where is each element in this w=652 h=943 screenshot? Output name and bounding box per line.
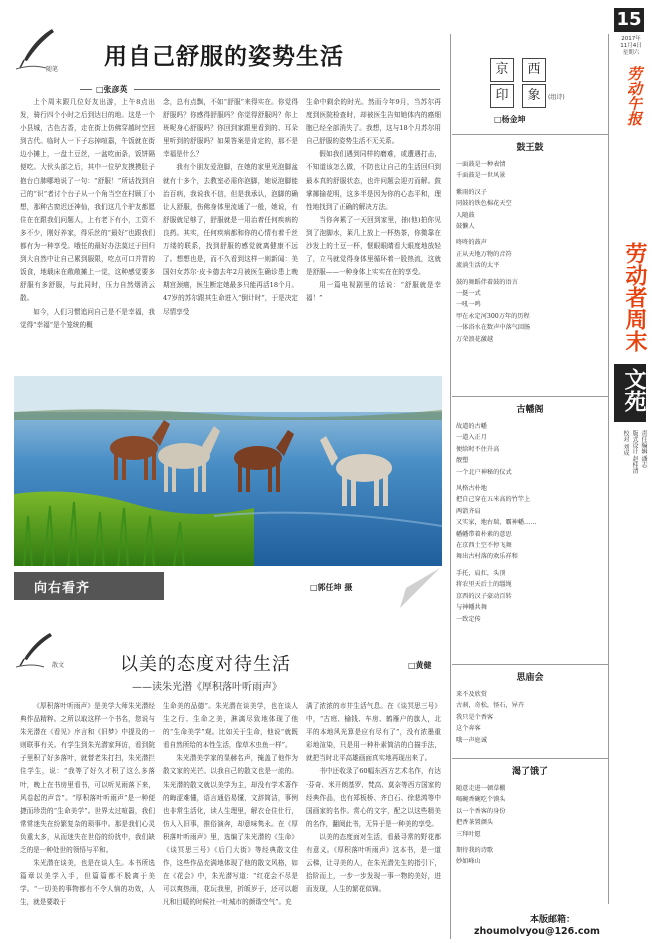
- poem-line: 紫雨的汉子: [456, 188, 487, 196]
- poem-line: 把香茶置颜头: [456, 819, 494, 827]
- essay2-paragraph: 满了浓浓的市井生活气息。在《谈冥思三号》中，“古庭、榆钱、车房、鹤雁户的旗人，北平的本地风光算是应有尽有了”，没有浓墨重彩地渲染，只是用一种朴素简洁的白描手法，就把当时北平高雄画面真实地再现出来了。: [306, 702, 441, 763]
- essay1-byline: □张彦英: [96, 85, 128, 94]
- essay1-column-1: [20, 96, 155, 368]
- poem-section-title: 渴了饿了: [511, 767, 548, 777]
- poem-line: 人随鼓: [456, 211, 475, 219]
- poem-line: 一道入正月: [456, 434, 487, 442]
- issue-date: [614, 36, 648, 57]
- poem-section: [456, 402, 604, 625]
- weekly-section-name: 劳动者周末: [622, 242, 647, 352]
- column-title-char: 京: [490, 58, 514, 82]
- poem-lines: [456, 783, 604, 868]
- sidebar-right-divider: [608, 34, 609, 904]
- poem-line: 故道的古幡: [456, 423, 487, 430]
- sidebar-divider: [450, 34, 451, 939]
- poem-line: 喝碗香碗吃个馍头: [456, 796, 506, 804]
- essay2-column-2: [163, 700, 298, 936]
- sidebar-rule: [452, 134, 608, 135]
- poem-line: 两箭齐肩: [456, 507, 481, 515]
- essay2-byline: □黄健: [408, 661, 432, 670]
- essay1-paragraph: 念，总有点飘，不如“舒服”来得实在。你觉得舒服吗？你感得舒服吗？你觉得舒服吗？你上班呢身心舒服吗？你回到家跟里看到的、耳朵里听到的舒服吗？如果答案是肯定的，那不是幸福是什么？: [163, 98, 298, 159]
- poem-section: [456, 670, 604, 746]
- poem-line: 与神幡共舞: [456, 604, 487, 612]
- poem-line: 流淌生活的太平: [456, 262, 500, 270]
- poem-section-title: 古幡阁: [516, 405, 544, 415]
- email-label: 本版邮箱：: [530, 915, 576, 925]
- poem-line: 手托，肩扛，头顶: [456, 569, 506, 577]
- essay1-paragraph: 生命中剩余的时光。然而今年9月，当苏尔再度到医院检查时，却被医生告知她体内的癌细胞已经全部消失了。我想，这与18个月苏尔用自己舒服的姿势生活不无关系。: [306, 98, 441, 146]
- poem-line: 鼓的舞蹈伴着鼓的语言: [456, 278, 518, 286]
- staff-line: 责任编辑 潘志: [640, 430, 647, 468]
- poem-line: 一致定传: [456, 615, 481, 623]
- poem-line: 正从天地万物的音符: [456, 250, 512, 258]
- horses-photo: [14, 376, 442, 566]
- essay2-tag: 散文: [52, 662, 65, 669]
- essay1-paragraph: 假如我们遇到同样的磨难，或遭遇打击，不知道该怎么做，不防也让自己的生活回归到最本真的舒服状态，也许问题会迎刃而解。鼓掌揶揄花明，这多半是因为你的心态平和，理性地找到了正确的解决方法。: [306, 150, 441, 211]
- poem-line: 咚咚的鼓声: [456, 239, 487, 247]
- column-title-char: 象: [522, 84, 546, 108]
- poem-line: 风格古朴地: [456, 485, 487, 493]
- sidebar-rule: [452, 664, 608, 665]
- essay2-title: 以美的态度对待生活: [120, 654, 291, 675]
- essay2-paragraph: 生命美的品德”。朱光潜在谈美学，也在谈人生之行、生命之美，淋漓尽致地体现了他的“生命美学”观。比如关于生命，他说“就既看自然所给的本性生活，像草木虫鱼一样”。: [163, 702, 298, 750]
- poem-line: 把自己穿在五米高的竹竿上: [456, 496, 531, 504]
- poem-line: 我只是个香客: [456, 713, 494, 721]
- essay1-rule: [80, 89, 92, 90]
- poem-line: 舞出古村落的欢乐祥和: [456, 553, 518, 561]
- poem-lines: [456, 421, 604, 625]
- poem-section-title: 鼓王鼓: [516, 143, 544, 153]
- poem-line: 一吼一鸣: [456, 301, 481, 309]
- poem-line: 同鼓的铁色棉花天空: [456, 200, 512, 208]
- poem-line: 一体浴水在数声中落气回肠: [456, 324, 531, 332]
- poem-line: 哦一声庭诚: [456, 736, 487, 744]
- poem-section-title: 思庙会: [516, 673, 544, 683]
- poem-line: 京西的汉子豪动百转: [456, 592, 512, 600]
- essay2-column-3: [306, 700, 441, 936]
- essay2-paragraph: 朱光潜在谈美，也是在谈人生。本书所选篇章以美学入手，但篇篇都不脱离于美学。“一切美的事物都有不令人恼的功效，人生，就是要敢于: [20, 859, 155, 907]
- poem-line: 将农里天后土的缰绳: [456, 581, 512, 589]
- poem-line: 一面鼓是一种表情: [456, 161, 506, 168]
- poem-line: 幡幡带着朴素的意思: [456, 530, 512, 538]
- essay1-paragraph: 用一篇电视剧里的话说：“舒服就是幸福！”: [306, 281, 441, 303]
- poem-line: 期待我的诗歌: [456, 847, 494, 855]
- photo-title: 向右看齐: [34, 581, 91, 596]
- poem-line: 便给时不住升高: [456, 445, 500, 453]
- poem-line: 甲在永定河300万年的历程: [456, 312, 530, 320]
- poem-line: 随意走进一顿草棚: [456, 785, 506, 792]
- staff-line: 校对 刘成: [622, 430, 629, 456]
- column-note: (组诗): [548, 94, 565, 101]
- paper-name-logo: 劳动午报: [625, 66, 643, 126]
- essay1-column-2: [163, 96, 298, 368]
- poem-lines: [456, 159, 604, 345]
- poem-line: 这个奔客: [456, 725, 481, 733]
- poem-section: [456, 764, 604, 868]
- staff-line: 版式设计 赵桂清: [631, 430, 638, 474]
- poem-section: [456, 140, 604, 345]
- email-address[interactable]: zhoumolvyou@126.com: [474, 926, 600, 937]
- sidebar-rule: [452, 396, 608, 397]
- poem-line: 在京西土空不停飞舞: [456, 542, 512, 550]
- essay2-column-1: [20, 700, 155, 936]
- staff-credits: [614, 430, 648, 520]
- essay2-subtitle: ——读朱光潜《厚积落叶听雨声》: [132, 682, 282, 693]
- essay1-rule-right: [134, 89, 440, 90]
- poem-line: 古刹，奇松，怪石，异卉: [456, 702, 525, 710]
- essay1-paragraph: 当你奔累了一天回到家里，抽(他)拍你见到了泡脚水，莱几上放上一杯热茶，你微靠在沙发上的土豆一杯，惬眼眼睛看大眼度地放轻了，立马就觉得身体里循环着一股热流，这就是舒服——一种身体上实实在在的享受。: [306, 215, 441, 277]
- section-name: 文苑: [621, 368, 646, 412]
- poem-line: 以一个香客的身份: [456, 807, 506, 815]
- essay2-paragraph: 以美的态度面对生活，看最寻常的野花都有意义。《厚积落叶听雨声》这本书，是一道云梯，让寻美的人，在朱光潜先生的指引下，拾阶而上，一步一步发现一事一物的美好，进而发现，人生的繁花似锦。: [306, 832, 441, 894]
- poem-line: 靓塑: [456, 457, 469, 465]
- essay1-paragraph: 如今，人们习惯追问自己是不是幸福，我觉得“幸福”是个笼统的概: [20, 307, 155, 329]
- column-title-char: 西: [522, 58, 546, 82]
- poem-line: 千面鼓是一世风景: [456, 172, 506, 180]
- essay1-paragraph: 上个周末跟几位好友出游，上午8点出发，骑行四个小时之后到达目的地。这是一个小县城，古色古香，走在街上仿佛穿越时空回到古代。临时人一下子忘掉喧嚣，午饭就在街边小摊上，一盘土豆丝，一盆吃面条，饭饼隔便吃。大伙头部之后，其中一位驴友摸摸肚子抱台白肺哪地说了一句：“舒服！”所话找到自己的“识”者讨个台子从一个角当空在村顾丁小想，那种古窗迟还神仙，我们这几个驴友都愿住在在跟我们问题人，上有老下有小，工资不多不少，刚好养家，得乐丝的“最好”也跟我们都有为一种享受。哦任的最好办法莫过于回归到大自然中让自己累到服限，吃点可口并胃的饭食，地载床在敞敞摊上一觉，这种感觉要多舒服有多舒服，与此同时，压力自然烟消云散。: [20, 98, 155, 303]
- photo-credit: □郭任坤 摄: [310, 583, 353, 592]
- poem-line: 鼓懒人: [456, 223, 475, 231]
- page-number: 15: [614, 8, 644, 32]
- date-line: 2017年: [621, 36, 641, 42]
- essay1-paragraph: 我有个朋友爱泡脚，在她的家里光泡脚盆就有十多个，去教室必需你泡脚，她说泡脚能治百病，我说我不信，但是我承认，泡脚的确让人舒服，伤佛身体里流通了一般，她说，有舒服就足够了，舒服就是一用治着任何疾病的良药。其实，任何疾病都和你的心情有着千丝万缕的联系，找到舒服的感觉就离健康不远了。想想也是，而不久看到这样一则新闻：美国妇女苏尔·皮卡德去年2月被医生确诊患上晚期宫颈癌，医生断定她最多只能再活18个月。47岁的苏尔跟其生命进入“倒计时”，于是决定尽情享受: [163, 163, 298, 316]
- poem-line: 妙如峰山: [456, 858, 481, 866]
- essay1-column-3: [306, 96, 441, 368]
- essay2-paragraph: 朱光潜美学家的显赫名声，掩盖了他作为散文家的光芒。以我自己的散文也是一流的。朱光潜的散文就以美学为主，却没有学术著作的晦涩难懂，语言通俗易懂，文辞简洁，事例也非常生活化，读人生理里，解衣仓住仕行，仿人入旧事，推俗演奔，却意味隽永。在《厚积落叶听雨声》里，选编了朱光潜的《生命》《谈冥思三号》《后门大街》等经典散文佳作，这些作品充满地体现了他的散文风格，如在《花会》中，朱光潜写道：“红花会不尽是可以爽热雨，花玩我里，折皈岁于，还可以超凡和目暖的时候社一吐城市的颜谐空气”。充: [163, 754, 298, 907]
- sidebar-byline: □杨金坤: [494, 115, 526, 124]
- column-title-char: 印: [490, 84, 514, 108]
- sidebar-rule: [452, 758, 608, 759]
- date-line: 11月4日: [620, 43, 642, 49]
- poem-line: 一挺一式: [456, 290, 481, 298]
- essay2-paragraph: 书中还收录了60幅东西方艺术名作，有达·芬奇、米开朗基罗、梵高、莫奈等西方国家的经典作品，也有郑板桥、齐白石、徐悲鸿等中国画家的名作。赏心的文字，配之以这些精美的名作，翻阅此书，无异于是一种美的享受。: [306, 767, 441, 828]
- poem-lines: [456, 689, 604, 746]
- essay1-tag: 随笔: [46, 66, 59, 73]
- poem-line: 来不及欣赏: [456, 691, 487, 698]
- poem-line: 一个北户神秘的仪式: [456, 468, 512, 476]
- essay2-paragraph: 《厚积落叶听雨声》是美学大师朱光潜经典作品精粹。之所以取这样一个书名，您说与朱光潜在《看见》序言和《旧梦》中提及的一则联事有关。有学生到朱光潜家拜访，看到院子里积了好多落叶，就替老朱打扫，朱光潜拦住学生，说：“我等了好久才积了这么多落叶，晚上在书房里看书，可以听见雨落下来，风卷起的声音”。“厚积落叶听雨声”是一种便捷而珍贵的“生命美学”。世界太过喧嚣，我们常常迷失在纷繁复杂的琐事中。那是我们心灵负重太多，从而迷失在世俗的纷扰中，我们缺乏的是一种处世的领悟与平和。: [20, 702, 155, 855]
- page-curl: [400, 568, 440, 608]
- poem-line: 又实家，地右瑞，霸神幡……: [456, 519, 537, 527]
- date-line: 星期六: [622, 50, 640, 56]
- essay1-title: 用自己舒服的姿势生活: [104, 44, 344, 70]
- poem-line: 三拜叶愿: [456, 830, 481, 838]
- poem-line: 万荣浪花激越: [456, 335, 494, 343]
